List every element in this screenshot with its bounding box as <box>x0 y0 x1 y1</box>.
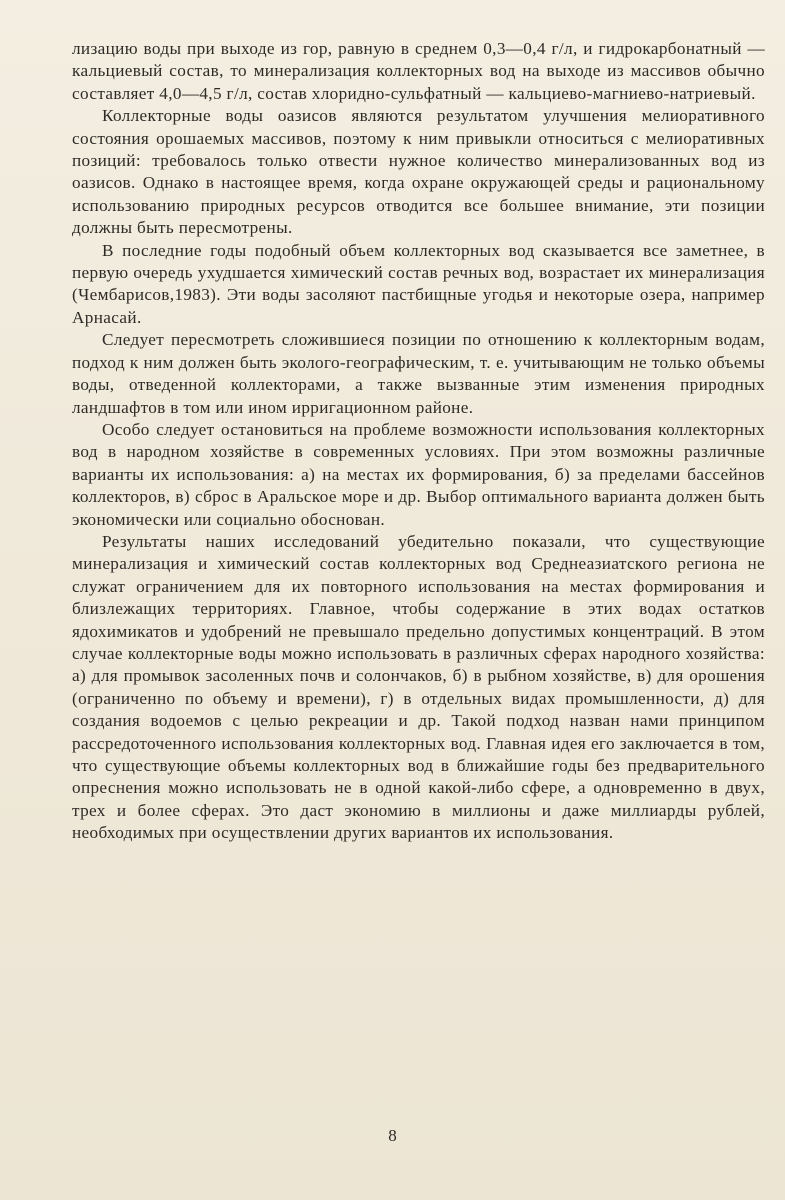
paragraph-research-results: Результаты наших исследований убедительно показали, что существующие минерализация и химический состав коллекторных вод Среднеазиатского региона не служат ограничением для их повторного использования на местах формирования и близлежащих территориях. Главное, чтобы содержание в этих водах остатков ядохимикатов и удобрений не превышало предельно допустимых концентраций. В этом случае коллекторные воды можно использовать в различных сферах народного хозяйства: а) для промывок засоленных почв и солончаков, б) в рыбном хозяйстве, в) для орошения (ограниченно по объему и времени), г) в отдельных видах промышленности, д) для создания водоемов с целью рекреации и др. Такой подход назван нами принципом рассредоточенного использования коллекторных вод. Главная идея его заключается в том, что существующие объемы коллекторных вод в ближайшие годы без предварительного опреснения можно использовать не в одной какой-либо сфере, а одновременно в двух, трех и более сферах. Это даст экономию в миллионы и даже миллиарды рублей, необходимых при осуществлении других вариантов их использования. <box>72 531 765 843</box>
page-number: 8 <box>388 1126 397 1145</box>
paragraph-recent-years: В последние годы подобный объем коллекторных вод сказывается все заметнее, в первую очередь ухудшается химический состав речных вод, возрастает их минерализация (Чембарисов,1983). Эти воды засоляют пастбищные угодья и некоторые озера, например Арнасай. <box>72 240 765 327</box>
paragraph-continuation: лизацию воды при выходе из гор, равную в среднем 0,3—0,4 г/л, и гидрокарбонатный — кальциевый состав, то минерализация коллекторных вод на выходе из массивов обычно составляет 4,0—4,5 г/л, состав хлоридно-сульфатный — кальциево-магниево-натриевый. <box>72 39 765 103</box>
paragraph-collector-waters-oases: Коллекторные воды оазисов являются результатом улучшения мелиоративного состояния орошаемых массивов, поэтому к ним привыкли относиться с мелиоративных позиций: требовалось только отвести нужное количество минерализованных вод из оазисов. Однако в настоящее время, когда охране окружающей среды и рациональному использованию природных ресурсов отводится все большее внимание, эти позиции должны быть пересмотрены. <box>72 106 765 238</box>
paragraph-usage-problem: Особо следует остановиться на проблеме возможности использования коллекторных вод в народном хозяйстве в современных условиях. При этом возможны различные варианты их использования: а) на местах их формирования, б) за пределами бассейнов коллекторов, в) сброс в Аральское море и др. Выбор оптимального варианта должен быть экономически или социально обоснован. <box>72 419 765 529</box>
paragraph-reconsider-positions: Следует пересмотреть сложившиеся позиции по отношению к коллекторным водам, подход к ним должен быть эколого-географическим, т. е. учитывающим не только объемы воды, отведенной коллекторами, а также вызванные этим изменения природных ландшафтов в том или ином ирригационном районе. <box>72 330 765 417</box>
body-text <box>72 38 765 845</box>
